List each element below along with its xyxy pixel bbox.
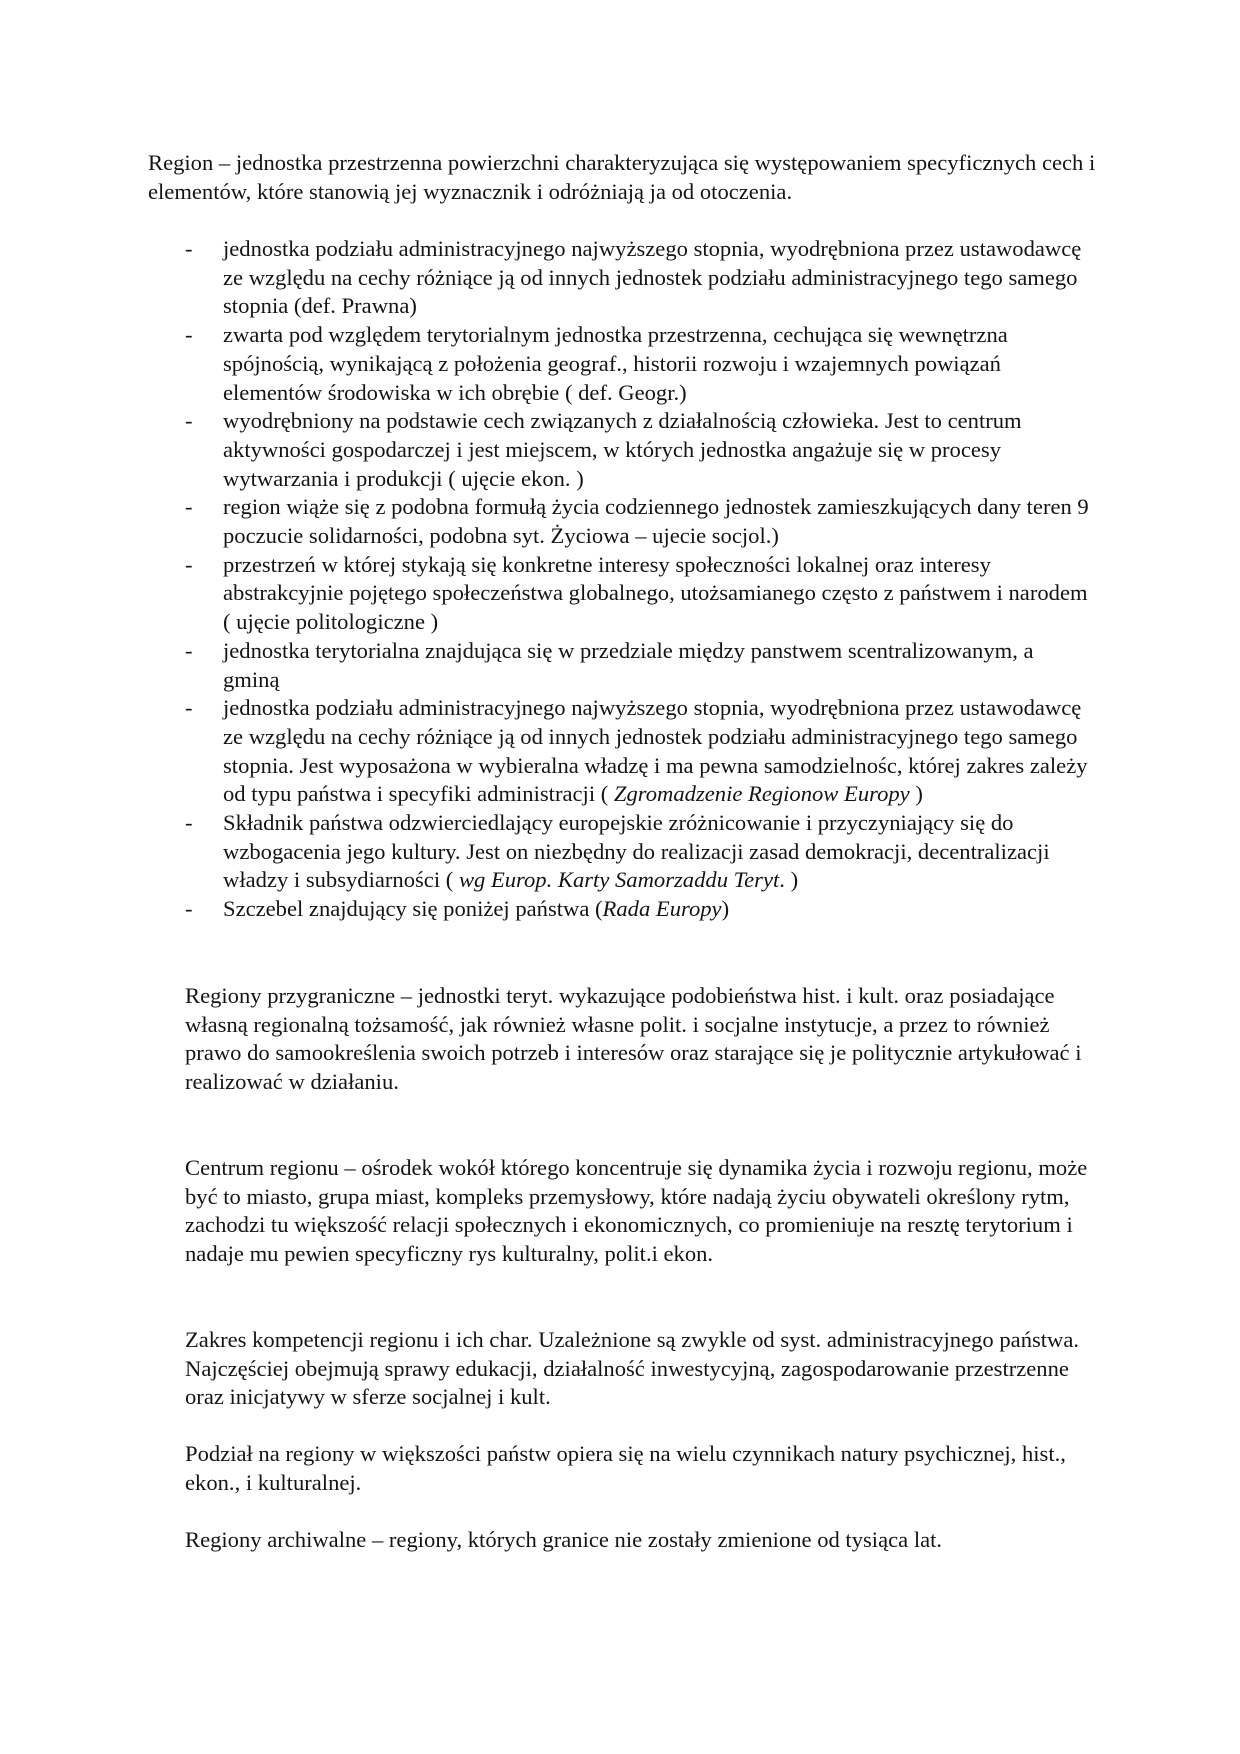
bullet-dash: - <box>185 408 193 434</box>
bullet-dash: - <box>185 637 193 663</box>
list-item <box>185 809 1095 895</box>
bullet-dash: - <box>185 695 193 721</box>
list-item-text-after: ) <box>721 896 730 922</box>
list-item-text: zwarta pod względem terytorialnym jednostka przestrzenna, cechująca się wewnętrzna spójnością, wynikającą z położenia geograf., historii rozwoju i wzajemnych powiązań elementów środowiska w ich obrębie ( def. Geogr.) <box>223 322 1008 405</box>
list-item-text: Składnik państwa odzwierciedlający europejskie zróżnicowanie i przyczyniający się do wzbogacenia jego kultury. Jest on niezbędny do realizacji zasad demokracji, decentralizacji władzy i subsydiarności ( <box>223 810 1050 893</box>
bullet-dash: - <box>185 896 193 922</box>
paragraph-podzial-na-regiony: Podział na regiony w większości państw opiera się na wielu czynnikach natury psychicznej, hist., ekon., i kulturalnej. <box>185 1441 1066 1495</box>
bullet-dash: - <box>185 551 193 577</box>
list-item-text: Szczebel znajdujący się poniżej państwa ( <box>223 896 603 922</box>
paragraph-regiony-archiwalne: Regiony archiwalne – regiony, których granice nie zostały zmienione od tysiąca lat. <box>185 1527 943 1552</box>
list-item-text: region wiąże się z podobna formułą życia codziennego jednostek zamieszkujących dany teren 9 poczucie solidarności, podobna syt. Życiowa – ujecie socjol.) <box>223 494 1089 549</box>
list-item-text: wyodrębniony na podstawie cech związanych z działalnością człowieka. Jest to centrum aktywności gospodarczej i jest miejscem, w których jednostka angażuje się w procesy wytwarzania i produkcji ( ujęcie ekon. ) <box>223 408 1022 491</box>
list-item-text: jednostka podziału administracyjnego najwyższego stopnia, wyodrębniona przez ustawodawcę ze względu na cechy różniące ją od innych jednostek podziału administracyjnego tego samego stopnia. Jest wyposażona w wybieralna władzę i ma pewna samodzielnośc, której zakres zależy od typu państwa i specyfiki administracji ( <box>223 695 1088 807</box>
list-item <box>185 694 1095 809</box>
list-item <box>185 637 1095 694</box>
intro-paragraph: Region – jednostka przestrzenna powierzchni charakteryzująca się występowaniem specyficznych cech i elementów, które stanowią jej wyznacznik i odróżniają ja od otoczenia. <box>148 150 1096 204</box>
list-item <box>185 235 1095 321</box>
list-item-text: jednostka podziału administracyjnego najwyższego stopnia, wyodrębniona przez ustawodawcę ze względu na cechy różniące ją od innych jednostek podziału administracyjnego tego samego stopnia (def. Prawna) <box>223 236 1082 319</box>
bullet-dash: - <box>185 236 193 261</box>
paragraph-zakres-kompetencji: Zakres kompetencji regionu i ich char. Uzależnione są zwykle od syst. administracyjnego państwa. Najczęściej obejmują sprawy edukacji, działalność inwestycyjną, zagospodarowanie przestrzenne oraz inicjatywy w sferze socjalnej i kult. <box>185 1327 1080 1410</box>
bullet-dash: - <box>185 494 193 520</box>
list-item <box>185 407 1095 493</box>
paragraph-centrum-regionu: Centrum regionu – ośrodek wokół którego koncentruje się dynamika życia i rozwoju regionu, może być to miasto, grupa miast, kompleks przemysłowy, które nadają życiu obywateli określony rytm, zachodzi tu większość relacji społecznych i ekonomicznych, co promieniuje na resztę terytorium i nadaje mu pewien specyficzny rys kulturalny, polit.i ekon. <box>185 1155 1088 1267</box>
list-item <box>185 321 1095 407</box>
bullet-dash: - <box>185 322 193 348</box>
list-item <box>185 551 1095 637</box>
region-definitions-list <box>185 235 1095 924</box>
list-item-italic-source: wg Europ. Karty Samorzaddu Teryt <box>458 867 780 893</box>
list-item-text: jednostka terytorialna znajdująca się w przedziale między panstwem scentralizowanym, a gminą <box>223 637 1034 692</box>
bullet-dash: - <box>185 810 193 836</box>
list-item-italic-source: Rada Europy <box>602 896 722 922</box>
list-item-text-after: ) <box>909 781 923 807</box>
list-item <box>185 493 1095 550</box>
paragraph-regiony-przygraniczne: Regiony przygraniczne – jednostki teryt. wykazujące podobieństwa hist. i kult. oraz posiadające własną regionalną tożsamość, jak również własne polit. i socjalne instytucje, a przez to również prawo do samookreślenia swoich potrzeb i interesów oraz starające się je politycznie artykułować i realizować w działaniu. <box>185 983 1082 1095</box>
list-item <box>185 895 1095 924</box>
list-item-text-after: . ) <box>779 867 799 893</box>
list-item-text: przestrzeń w której stykają się konkretne interesy społeczności lokalnej oraz interesy abstrakcyjnie pojętego społeczeństwa globalnego, utożsamianego często z państwem i narodem ( ujęcie politologiczne ) <box>223 551 1088 635</box>
list-item-italic-source: Zgromadzenie Regionow Europy <box>613 781 910 807</box>
